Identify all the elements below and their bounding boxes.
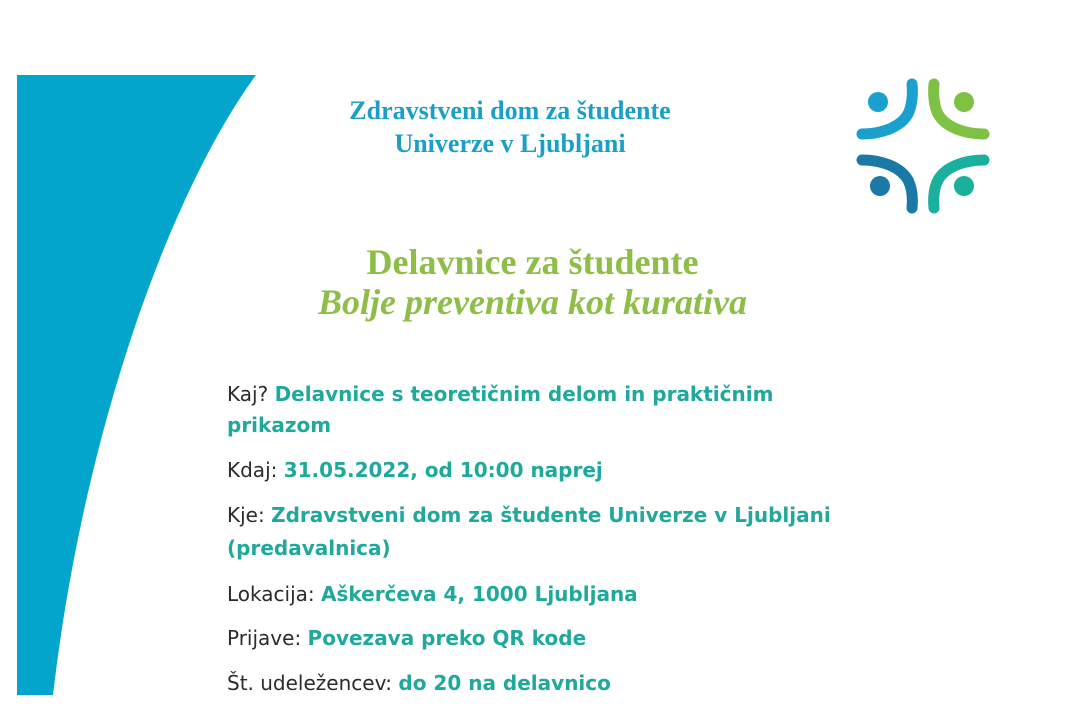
detail-what [227,379,867,441]
detail-when [227,455,867,486]
detail-value: Zdravstveni dom za študente Univerze v Ljubljani (predavalnica) [227,503,831,560]
detail-label: Kje: [227,503,272,527]
detail-label: Kaj? [227,382,275,406]
detail-value: Delavnice s teoretičnim delom in praktičnim prikazom [227,382,774,437]
detail-value: Povezava preko QR kode [307,626,587,650]
detail-value: 31.05.2022, od 10:00 naprej [283,457,603,482]
detail-label: Št. udeležencev: [227,670,399,695]
event-details [227,379,867,712]
detail-value: do 20 na delavnico [398,670,611,695]
detail-label: Lokacija: [227,581,321,606]
clinic-name-header [300,94,720,160]
detail-label: Kdaj: [227,457,284,482]
header-line-1: Zdravstveni dom za študente [349,96,671,125]
detail-location [227,579,867,610]
detail-participants [227,668,867,699]
title-main: Delavnice za študente [366,242,699,282]
detail-where [227,499,867,565]
detail-label: Prijave: [227,626,308,650]
workshop-title [240,242,825,322]
title-subtitle: Bolje preventiva kot kurativa [318,282,747,322]
detail-registration [227,623,867,654]
header-line-2: Univerze v Ljubljani [394,129,626,158]
detail-value: Aškerčeva 4, 1000 Ljubljana [320,581,638,606]
four-people-cross-logo [852,76,994,216]
